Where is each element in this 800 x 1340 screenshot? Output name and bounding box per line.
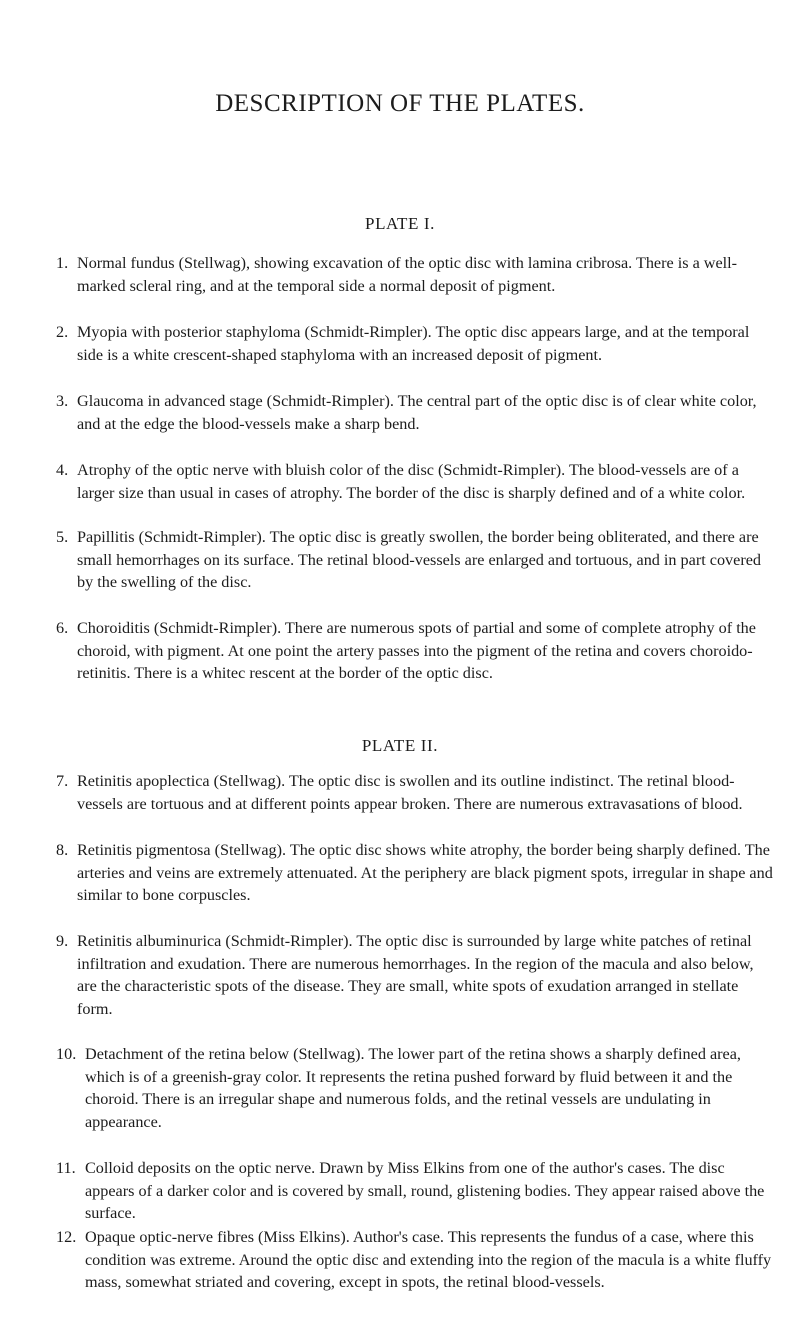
item-number: 1.: [56, 254, 69, 272]
plate-item: [56, 1226, 776, 1294]
plate-item: [56, 1043, 776, 1133]
item-text: Colloid deposits on the optic nerve. Drawn by Miss Elkins from one of the author's cases. The disc appears of a darker color and is covered by small, round, glistening bodies. They appear raised above the surface.: [85, 1159, 765, 1223]
item-number: 8.: [56, 841, 69, 859]
plate-item: [56, 390, 776, 435]
item-text: Detachment of the retina below (Stellwag). The lower part of the retina shows a sharply defined area, which is of a greenish-gray color. It represents the retina pushed forward by fluid between it and the choroid. There is an irregular shape and numerous folds, and the retinal vessels are undulating in appearance.: [85, 1045, 741, 1131]
plate-item: [56, 1157, 776, 1225]
item-text: Myopia with posterior staphyloma (Schmidt-Rimpler). The optic disc appears large, and at the temporal side is a white crescent-shaped staphyloma with an increased deposit of pigment.: [77, 323, 750, 364]
item-text: Normal fundus (Stellwag), showing excavation of the optic disc with lamina cribrosa. There is a well-marked scleral ring, and at the temporal side a normal deposit of pigment.: [77, 254, 738, 295]
item-text: Atrophy of the optic nerve with bluish color of the disc (Schmidt-Rimpler). The blood-vessels are of a larger size than usual in cases of atrophy. The border of the disc is sharply defined and of a white color.: [77, 461, 746, 502]
item-number: 11.: [56, 1159, 76, 1177]
item-number: 10.: [56, 1045, 77, 1063]
item-text: Opaque optic-nerve fibres (Miss Elkins). Author's case. This represents the fundus of a case, where this condition was extreme. Around the optic disc and extending into the region of the macula is a white fluffy mass, somewhat striated and covering, except in spots, the retinal blood-vessels.: [85, 1228, 772, 1292]
plate-item: [56, 930, 776, 1020]
item-text: Choroiditis (Schmidt-Rimpler). There are numerous spots of partial and some of complete atrophy of the choroid, with pigment. At one point the artery passes into the pigment of the retina and covers choroido-retinitis. There is a whitec rescent at the border of the optic disc.: [77, 619, 756, 683]
item-number: 6.: [56, 619, 69, 637]
item-number: 12.: [56, 1228, 77, 1246]
item-number: 3.: [56, 392, 69, 410]
plate-item: [56, 770, 776, 815]
plate-item: [56, 459, 776, 504]
item-text: Retinitis albuminurica (Schmidt-Rimpler). The optic disc is surrounded by large white patches of retinal infiltration and exudation. There are numerous hemorrhages. In the region of the macula and also below, are the characteristic spots of the disease. They are small, white spots of exudation arranged in stellate form.: [77, 932, 754, 1018]
plate-item: [56, 839, 776, 907]
item-text: Papillitis (Schmidt-Rimpler). The optic disc is greatly swollen, the border being obliterated, and there are small hemorrhages on its surface. The retinal blood-vessels are enlarged and tortuous, and in part covered by the swelling of the disc.: [77, 528, 762, 592]
item-text: Retinitis pigmentosa (Stellwag). The optic disc shows white atrophy, the border being sharply defined. The arteries and veins are extremely attenuated. At the periphery are black pigment spots, irregular in shape and similar to bone corpuscles.: [77, 841, 773, 905]
page-title: DESCRIPTION OF THE PLATES.: [215, 90, 585, 117]
item-number: 7.: [56, 772, 69, 790]
item-text: Retinitis apoplectica (Stellwag). The optic disc is swollen and its outline indistinct. The retinal blood-vessels are tortuous and at different points appear broken. There are numerous extravasations of blood.: [77, 772, 743, 813]
plate-item: [56, 617, 776, 685]
plate-item: [56, 252, 776, 297]
item-number: 9.: [56, 932, 69, 950]
plate-item: [56, 526, 776, 594]
plate-item: [56, 321, 776, 366]
item-number: 4.: [56, 461, 69, 479]
item-number: 5.: [56, 528, 69, 546]
item-text: Glaucoma in advanced stage (Schmidt-Rimpler). The central part of the optic disc is of clear white color, and at the edge the blood-vessels make a sharp bend.: [77, 392, 757, 433]
plate-heading: PLATE I.: [365, 214, 435, 233]
plate-heading: PLATE II.: [361, 736, 439, 755]
item-number: 2.: [56, 323, 69, 341]
